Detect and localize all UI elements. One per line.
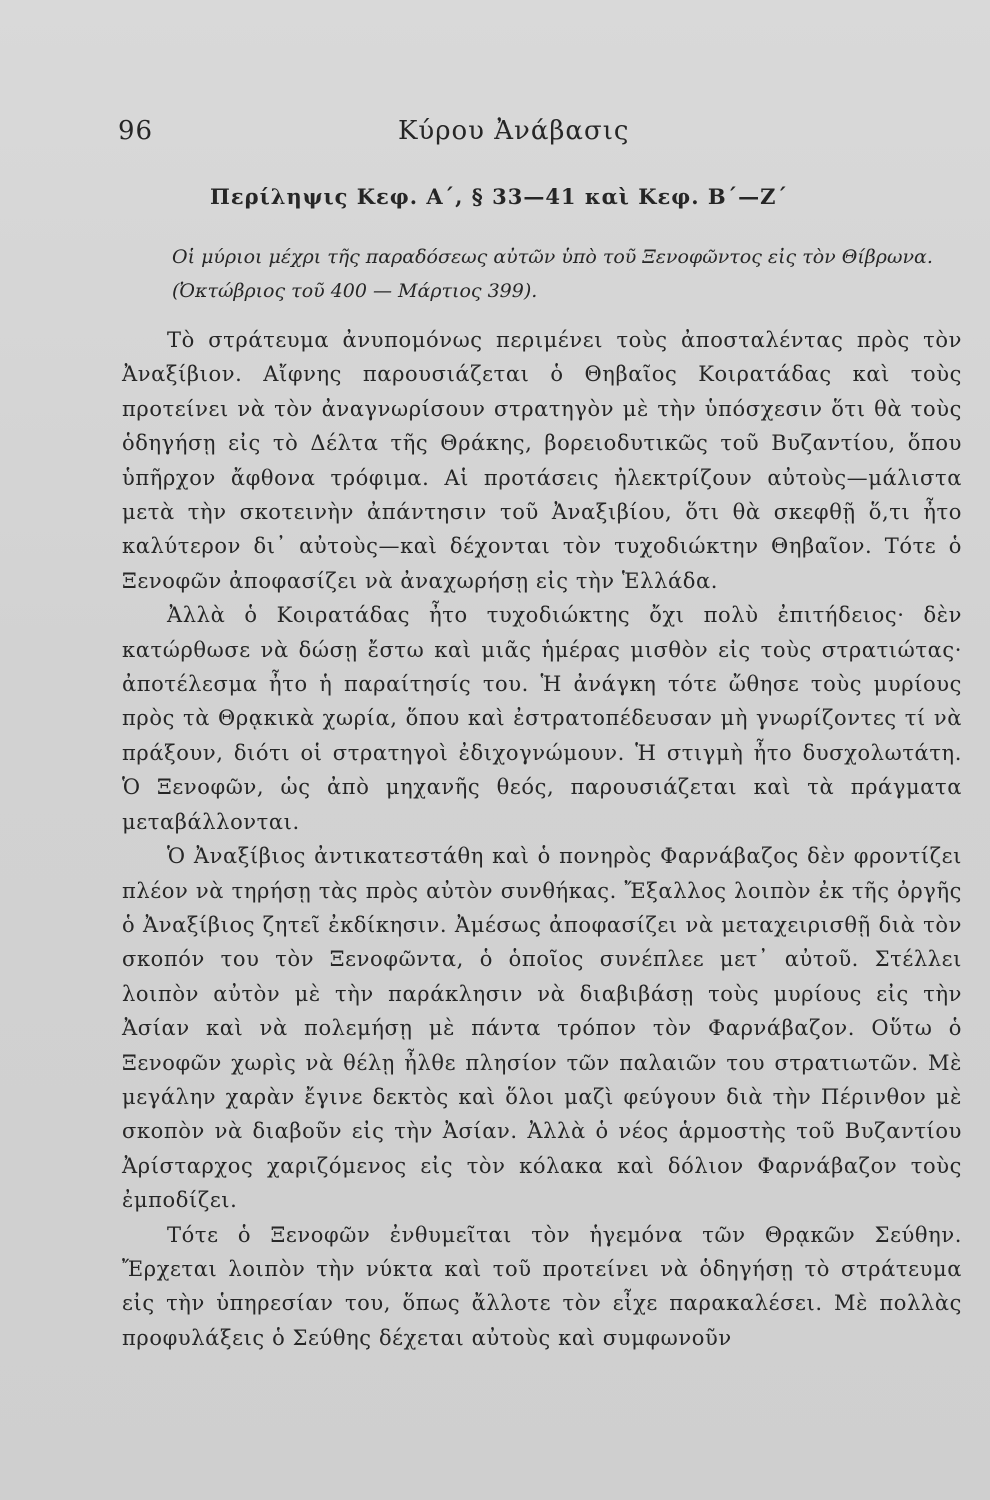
paragraph: Ὁ Ἀναξίβιος ἀντικατεστάθη καὶ ὁ πονηρὸς Φαρνάβαζος δὲν φροντίζει πλέον νὰ τηρήσῃ τὰς πρὸς αὐτὸν συνθήκας. Ἔξαλλος λοιπὸν ἐκ τῆς ὀργῆς ὁ Ἀναξίβιος ζητεῖ ἐκδίκησιν. Ἀμέσως ἀποφασίζει νὰ μεταχειρισθῇ διὰ τὸν σκοπόν του τὸν Ξενοφῶντα, ὁ ὁποῖος συνέπλεε μετ᾽ αὐτοῦ. Στέλλει λοιπὸν αὐτὸν μὲ τὴν παράκλησιν νὰ διαβιβάσῃ τοὺς μυρίους εἰς τὴν Ἀσίαν καὶ νὰ πολεμήσῃ μὲ πάντα τρόπον τὸν Φαρνάβαζον. Οὕτω ὁ Ξενοφῶν χωρὶς νὰ θέλῃ ἦλθε πλησίον τῶν παλαιῶν του στρατιωτῶν. Μὲ μεγάλην χαρὰν ἔγινε δεκτὸς καὶ ὅλοι μαζὶ φεύγουν διὰ τὴν Πέρινθον μὲ σκοπὸν νὰ διαβοῦν εἰς τὴν Ἀσίαν. Ἀλλὰ ὁ νέος ἁρμοστὴς τοῦ Βυζαντίου Ἀρίσταρχος χαριζόμενος εἰς τὸν κόλακα καὶ δόλιον Φαρνάβαζον τοὺς ἐμποδίζει. [122,844,962,1213]
section-heading: Περίληψις Κεφ. Α΄, § 33—41 καὶ Κεφ. Β΄—Ζ΄ [210,184,788,209]
paragraph: Τότε ὁ Ξενοφῶν ἐνθυμεῖται τὸν ἡγεμόνα τῶν Θρᾳκῶν Σεύθην. Ἔρχεται λοιπὸν τὴν νύκτα καὶ τοῦ προτείνει νὰ ὁδηγήσῃ τὸ στράτευμα εἰς τὴν ὑπηρεσίαν του, ὅπως ἄλλοτε τὸν εἶχε παρακαλέσει. Μὲ πολλὰς προφυλάξεις ὁ Σεύθης δέχεται αὐτοὺς καὶ συμφωνοῦν [122,1222,962,1350]
page-header [118,112,878,152]
page-number: 96 [118,116,154,146]
running-title: Κύρου Ἀνάβασις [398,116,630,146]
paragraph: Τὸ στράτευμα ἀνυπομόνως περιμένει τοὺς ἀποσταλέντας πρὸς τὸν Ἀναξίβιον. Αἴφνης παρουσιάζεται ὁ Θηβαῖος Κοιρατάδας καὶ τοὺς προτείνει νὰ τὸν ἀναγνωρίσουν στρατηγὸν μὲ τὴν ὑπόσχεσιν ὅτι θὰ τοὺς ὁδηγήσῃ εἰς τὸ Δέλτα τῆς Θράκης, βορειοδυτικῶς τοῦ Βυζαντίου, ὅπου ὑπῆρχον ἄφθονα τρόφιμα. Αἱ προτάσεις ἠλεκτρίζουν αὐτοὺς—μάλιστα μετὰ τὴν σκοτεινὴν ἀπάντησιν τοῦ Ἀναξιβίου, ὅτι θὰ σκεφθῇ ὅ,τι ἦτο καλύτερον δι᾽ αὐτοὺς—καὶ δέχονται τὸν τυχοδιώκτην Θηβαῖον. Τότε ὁ Ξενοφῶν ἀποφασίζει νὰ ἀναχωρήσῃ εἰς τὴν Ἑλλάδα. [122,328,962,593]
chapter-summary: Οἱ μύριοι μέχρι τῆς παραδόσεως αὐτῶν ὑπὸ τοῦ Ξενοφῶντος εἰς τὸν Θίβρωνα. (Ὀκτώβριος τοῦ 400 — Μάρτιος 399). [172,246,933,302]
body-text [122,323,962,1355]
paragraph: Ἀλλὰ ὁ Κοιρατάδας ἦτο τυχοδιώκτης ὄχι πολὺ ἐπιτήδειος· δὲν κατώρθωσε νὰ δώσῃ ἔστω καὶ μιᾶς ἡμέρας μισθὸν εἰς τοὺς στρατιώτας· ἀποτέλεσμα ἦτο ἡ παραίτησίς του. Ἡ ἀνάγκη τότε ὤθησε τοὺς μυρίους πρὸς τὰ Θρᾳκικὰ χωρία, ὅπου καὶ ἐστρατοπέδευσαν μὴ γνωρίζοντες τί νὰ πράξουν, διότι οἱ στρατηγοὶ ἐδιχογνώμουν. Ἡ στιγμὴ ἦτο δυσχολωτάτη. Ὁ Ξενοφῶν, ὡς ἀπὸ μηχανῆς θεός, παρουσιάζεται καὶ τὰ πράγματα μεταβάλλονται. [122,603,962,834]
